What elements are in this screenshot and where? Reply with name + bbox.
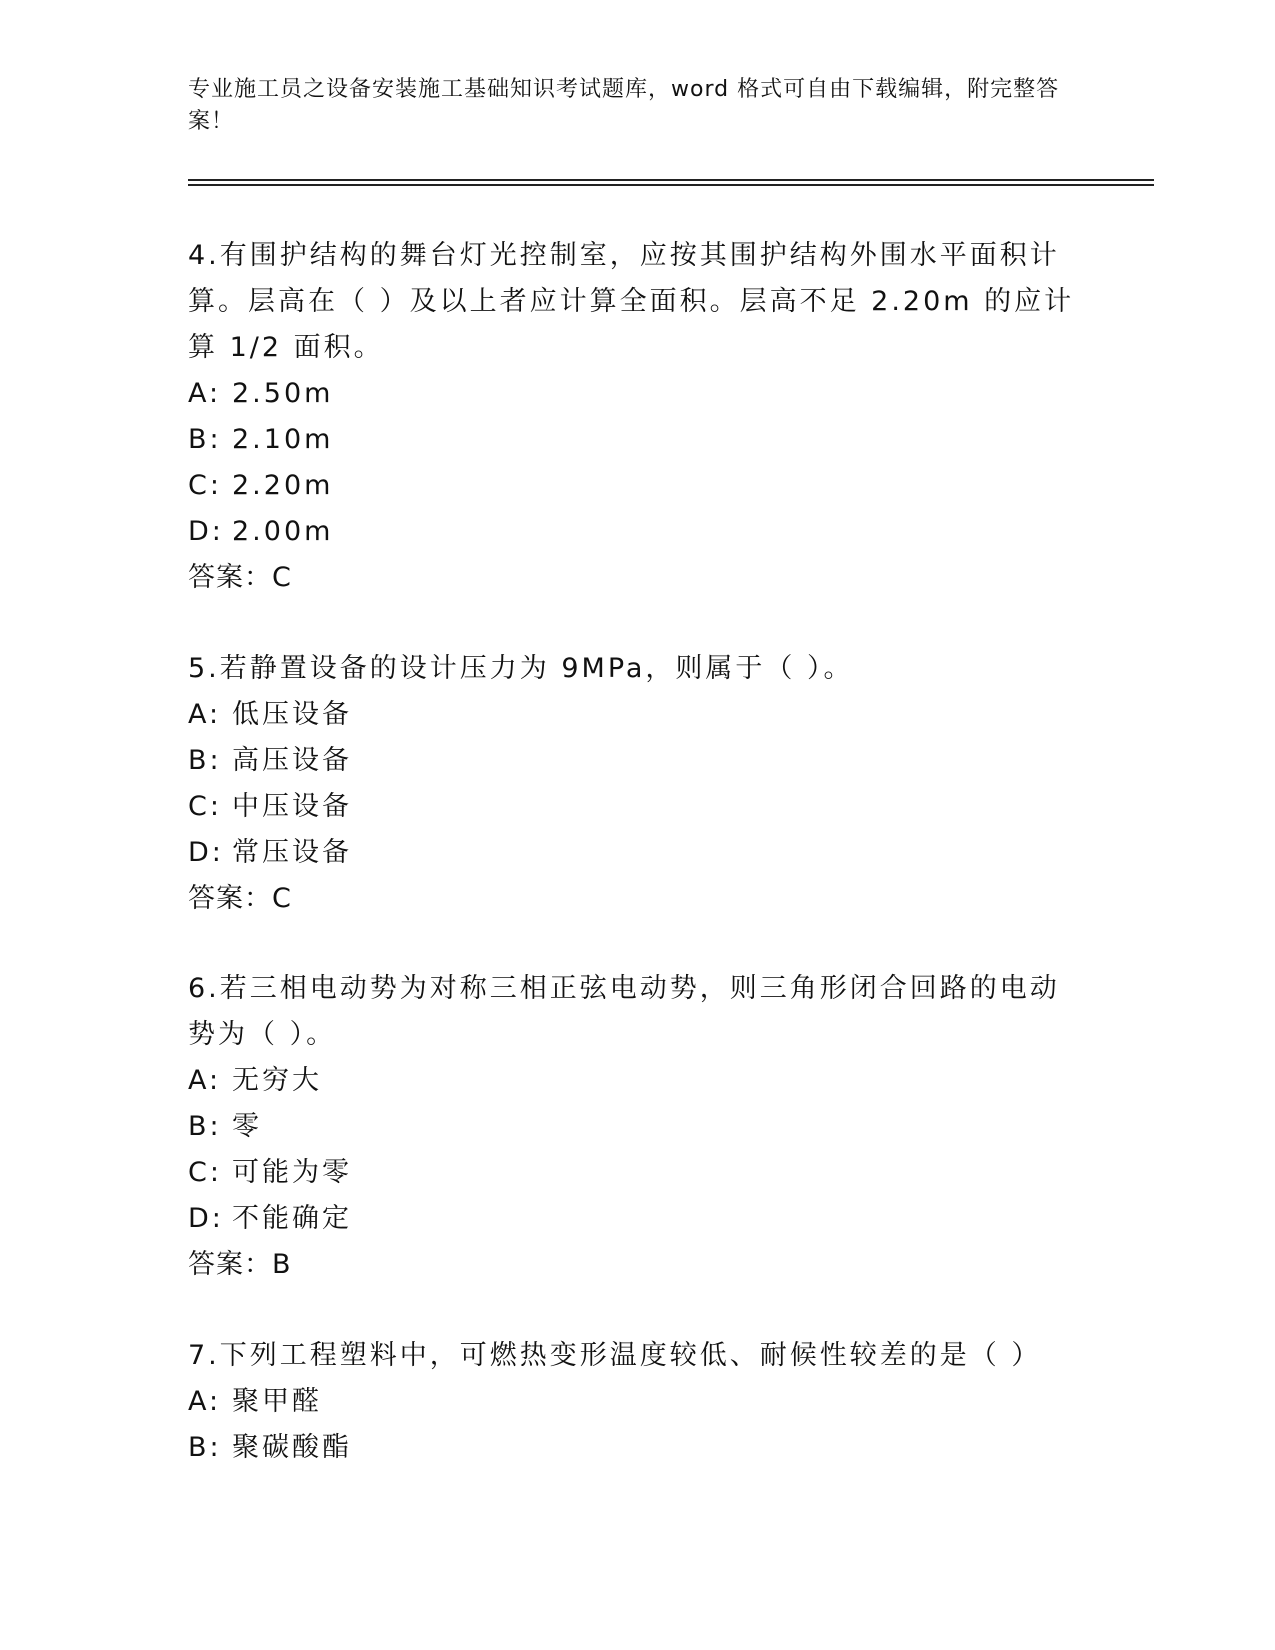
option-letter: B: <box>188 1111 222 1142</box>
option-c <box>188 463 1088 509</box>
option-letter: A: <box>188 378 222 409</box>
option-a <box>188 371 1088 417</box>
question-4 <box>188 233 1088 601</box>
answer: 答案：C <box>188 883 292 914</box>
option-c <box>188 784 1088 830</box>
option-letter: A: <box>188 1386 222 1417</box>
option-text: 聚甲醛 <box>232 1386 322 1417</box>
option-letter: B: <box>188 745 222 776</box>
option-letter: B: <box>188 1432 222 1463</box>
option-text: 2.20m <box>232 470 334 501</box>
option-text: 常压设备 <box>232 837 352 868</box>
option-text: 聚碳酸酯 <box>232 1432 352 1463</box>
option-letter: C: <box>188 470 222 501</box>
header-divider-bottom <box>188 184 1154 186</box>
option-text: 可能为零 <box>232 1157 352 1188</box>
option-text: 无穷大 <box>232 1065 322 1096</box>
question-stem: 4.有围护结构的舞台灯光控制室，应按其围护结构外围水平面积计算。层高在（ ）及以上者应计算全面积。层高不足 2.20m 的应计算 1/2 面积。 <box>188 240 1075 363</box>
option-text: 2.50m <box>232 378 334 409</box>
option-d <box>188 509 1088 555</box>
option-text: 高压设备 <box>232 745 352 776</box>
answer: 答案：B <box>188 1249 292 1280</box>
option-letter: C: <box>188 1157 222 1188</box>
option-b <box>188 738 1088 784</box>
option-letter: B: <box>188 424 222 455</box>
question-stem: 7.下列工程塑料中，可燃热变形温度较低、耐候性较差的是（ ） <box>188 1340 1042 1371</box>
question-5 <box>188 646 1088 922</box>
question-7 <box>188 1333 1088 1471</box>
question-stem: 5.若静置设备的设计压力为 9MPa，则属于（ ）。 <box>188 653 854 684</box>
option-letter: D: <box>188 837 224 868</box>
option-letter: C: <box>188 791 222 822</box>
option-text: 2.00m <box>232 516 334 547</box>
option-text: 低压设备 <box>232 699 352 730</box>
option-b <box>188 1425 1088 1471</box>
document-intro: 专业施工员之设备安装施工基础知识考试题库，word 格式可自由下载编辑，附完整答案！ <box>188 77 1060 134</box>
option-b <box>188 417 1088 463</box>
question-stem: 6.若三相电动势为对称三相正弦电动势，则三角形闭合回路的电动势为（ ）。 <box>188 973 1060 1050</box>
option-letter: A: <box>188 1065 222 1096</box>
option-text: 中压设备 <box>232 791 352 822</box>
option-a <box>188 692 1088 738</box>
option-b <box>188 1104 1088 1150</box>
option-text: 2.10m <box>232 424 334 455</box>
option-a <box>188 1058 1088 1104</box>
header-divider-top <box>188 179 1154 181</box>
option-letter: D: <box>188 1203 224 1234</box>
option-c <box>188 1150 1088 1196</box>
option-letter: A: <box>188 699 222 730</box>
question-6 <box>188 966 1088 1288</box>
option-d <box>188 830 1088 876</box>
option-a <box>188 1379 1088 1425</box>
option-d <box>188 1196 1088 1242</box>
option-letter: D: <box>188 516 224 547</box>
option-text: 不能确定 <box>232 1203 352 1234</box>
answer: 答案：C <box>188 562 292 593</box>
option-text: 零 <box>232 1111 262 1142</box>
